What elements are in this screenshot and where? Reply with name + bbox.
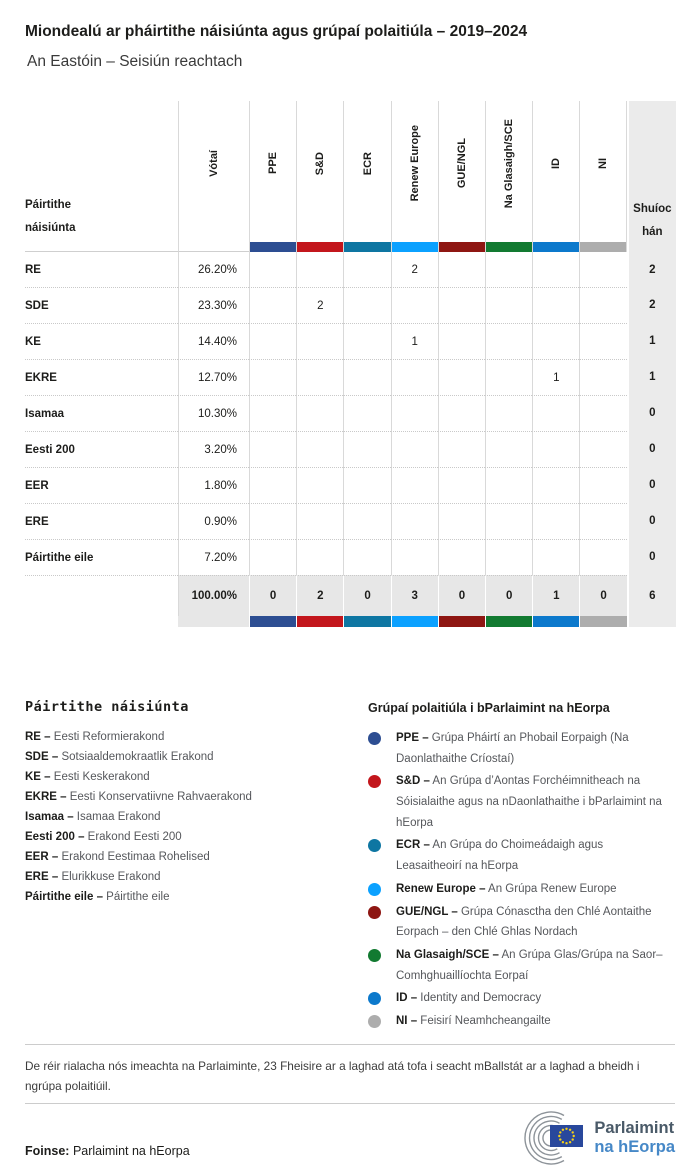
group-legend-label: PPE – bbox=[396, 732, 429, 744]
party-legend-desc: Eesti Keskerakond bbox=[50, 771, 150, 783]
seat-cell bbox=[532, 467, 579, 503]
seat-cell bbox=[391, 287, 438, 323]
table-row bbox=[25, 323, 676, 359]
total-seats-cell: 0 bbox=[627, 431, 676, 467]
column-header-group: ID bbox=[532, 101, 579, 252]
party-legend-label: EKRE – bbox=[25, 791, 67, 803]
party-legend-desc: Erakond Eesti 200 bbox=[84, 831, 182, 843]
seat-cell bbox=[343, 252, 390, 287]
seat-cell bbox=[343, 287, 390, 323]
table-colorbar-row bbox=[25, 616, 676, 627]
votes-cell: 1.80% bbox=[178, 467, 249, 503]
party-legend-desc: Erakond Eestimaa Rohelised bbox=[58, 851, 210, 863]
party-legend-desc: Elurikkuse Erakond bbox=[58, 871, 161, 883]
seat-cell bbox=[249, 467, 296, 503]
group-legend-text bbox=[396, 835, 668, 876]
seat-cell bbox=[438, 287, 485, 323]
divider bbox=[25, 1103, 675, 1104]
group-legend-text bbox=[396, 988, 668, 1009]
column-header-seats: Shuíochán bbox=[627, 101, 676, 252]
seat-cell bbox=[391, 431, 438, 467]
seat-total-cell: 0 bbox=[438, 575, 485, 616]
seat-cell bbox=[296, 539, 343, 575]
party-legend-label: Páirtithe eile – bbox=[25, 891, 103, 903]
group-color-bar bbox=[343, 616, 390, 627]
party-legend bbox=[25, 699, 368, 1034]
seat-cell bbox=[343, 359, 390, 395]
group-legend-items bbox=[368, 728, 668, 1032]
seat-cell bbox=[532, 503, 579, 539]
seat-cell bbox=[249, 395, 296, 431]
seat-total-cell: 0 bbox=[343, 575, 390, 616]
group-color-bar bbox=[296, 616, 343, 627]
seat-cell bbox=[296, 395, 343, 431]
party-cell: KE bbox=[25, 323, 178, 359]
group-color-bar bbox=[485, 616, 532, 627]
seat-cell bbox=[249, 287, 296, 323]
party-legend-desc: Sotsiaaldemokraatlik Erakond bbox=[58, 751, 214, 763]
party-legend-item bbox=[25, 811, 368, 823]
votes-cell bbox=[178, 616, 249, 627]
seat-cell bbox=[296, 431, 343, 467]
party-cell: ERE bbox=[25, 503, 178, 539]
column-header-group: S&D bbox=[296, 101, 343, 252]
seat-cell: 2 bbox=[391, 252, 438, 287]
seat-cell bbox=[485, 539, 532, 575]
group-color-dot bbox=[368, 883, 381, 896]
total-seats-cell: 1 bbox=[627, 359, 676, 395]
party-legend-desc: Eesti Reformierakond bbox=[50, 731, 165, 743]
seat-total-cell: 1 bbox=[532, 575, 579, 616]
votes-total-cell: 100.00% bbox=[178, 575, 249, 616]
seat-cell bbox=[579, 467, 626, 503]
total-seats-cell bbox=[627, 616, 676, 627]
seat-total-cell: 0 bbox=[579, 575, 626, 616]
group-legend-desc: Feisirí Neamhcheangailte bbox=[417, 1014, 551, 1027]
seat-cell bbox=[532, 431, 579, 467]
party-legend-item bbox=[25, 731, 368, 743]
logo-text bbox=[594, 1119, 675, 1156]
total-seats-cell: 1 bbox=[627, 323, 676, 359]
party-legend-item bbox=[25, 771, 368, 783]
seat-cell bbox=[391, 539, 438, 575]
party-legend-label: ERE – bbox=[25, 871, 59, 883]
group-legend-item bbox=[368, 728, 668, 769]
source bbox=[25, 1144, 190, 1158]
group-legend-item bbox=[368, 1011, 668, 1032]
column-header-parties: Páirtithe náisiúnta bbox=[25, 101, 178, 252]
group-legend-desc: Identity and Democracy bbox=[417, 992, 542, 1005]
seat-cell bbox=[579, 395, 626, 431]
seat-cell: 1 bbox=[391, 323, 438, 359]
seat-cell bbox=[249, 431, 296, 467]
group-color-bar bbox=[392, 242, 438, 252]
votes-cell: 10.30% bbox=[178, 395, 249, 431]
total-seats-cell: 2 bbox=[627, 287, 676, 323]
group-color-dot bbox=[368, 839, 381, 852]
group-legend-desc: An Grúpa do Choimeádaigh agus Leasaitheoirí na hEorpa bbox=[396, 839, 604, 873]
logo-line2: na hEorpa bbox=[594, 1137, 675, 1156]
seat-cell bbox=[579, 431, 626, 467]
group-color-dot bbox=[368, 1015, 381, 1028]
seat-cell: 2 bbox=[296, 287, 343, 323]
group-legend-desc: Grúpa Cónasctha den Chlé Aontaithe Eorpach – den Chlé Ghlas Nordach bbox=[396, 905, 652, 939]
seat-cell bbox=[532, 395, 579, 431]
group-color-bar bbox=[533, 242, 579, 252]
table-row bbox=[25, 287, 676, 323]
group-color-bar bbox=[297, 242, 343, 252]
seat-cell bbox=[391, 395, 438, 431]
seat-cell bbox=[391, 503, 438, 539]
party-legend-item bbox=[25, 751, 368, 763]
seat-cell bbox=[532, 287, 579, 323]
party-legend-items bbox=[25, 731, 368, 903]
votes-cell: 3.20% bbox=[178, 431, 249, 467]
seat-cell bbox=[249, 539, 296, 575]
votes-cell: 23.30% bbox=[178, 287, 249, 323]
group-legend-text bbox=[396, 1011, 668, 1032]
group-color-bar bbox=[250, 242, 296, 252]
party-legend-item bbox=[25, 791, 368, 803]
seat-cell bbox=[438, 395, 485, 431]
party-legend-desc: Eesti Konservatiivne Rahvaerakond bbox=[66, 791, 252, 803]
ep-hemicycle-icon bbox=[511, 1110, 585, 1166]
seat-cell bbox=[579, 359, 626, 395]
party-legend-label: RE – bbox=[25, 731, 51, 743]
party-cell: EER bbox=[25, 467, 178, 503]
seat-cell bbox=[438, 431, 485, 467]
group-legend-label: NI – bbox=[396, 1014, 418, 1027]
seat-cell bbox=[343, 431, 390, 467]
party-legend-item bbox=[25, 831, 368, 843]
seat-cell bbox=[343, 467, 390, 503]
column-header-group: GUE/NGL bbox=[438, 101, 485, 252]
total-seats-cell: 0 bbox=[627, 467, 676, 503]
table-row bbox=[25, 467, 676, 503]
table-header-row bbox=[25, 101, 676, 252]
seat-cell bbox=[391, 359, 438, 395]
logo-line1: Parlaimint bbox=[594, 1119, 675, 1138]
group-legend-title: Grúpaí polaitiúla i bParlaimint na hEorpa bbox=[368, 701, 610, 715]
party-legend-label: KE – bbox=[25, 771, 51, 783]
seat-cell bbox=[343, 503, 390, 539]
legends bbox=[25, 699, 675, 1034]
group-legend-text bbox=[396, 879, 668, 900]
group-legend bbox=[368, 699, 668, 1034]
group-legend-desc: An Grúpa d’Aontas Forchéimnitheach na Sóisialaithe agus na nDaonlathaithe i bParlaimint na hEorpa bbox=[396, 775, 662, 829]
party-legend-desc: Isamaa Erakond bbox=[73, 811, 161, 823]
group-color-dot bbox=[368, 949, 381, 962]
group-legend-label: S&D – bbox=[396, 775, 430, 788]
party-cell: EKRE bbox=[25, 359, 178, 395]
column-header-group: Renew Europe bbox=[391, 101, 438, 252]
party-cell bbox=[25, 616, 178, 627]
seat-cell bbox=[579, 539, 626, 575]
votes-cell: 12.70% bbox=[178, 359, 249, 395]
party-legend-label: SDE – bbox=[25, 751, 59, 763]
seat-cell bbox=[438, 359, 485, 395]
seat-cell bbox=[485, 252, 532, 287]
seat-total-cell: 3 bbox=[391, 575, 438, 616]
table-row bbox=[25, 539, 676, 575]
column-header-group: Na Glasaigh/SCE bbox=[485, 101, 532, 252]
party-legend-desc: Páirtithe eile bbox=[102, 891, 170, 903]
seat-cell bbox=[343, 539, 390, 575]
seat-cell bbox=[579, 252, 626, 287]
table-row bbox=[25, 252, 676, 287]
group-legend-desc: An Grúpa Renew Europe bbox=[485, 882, 617, 895]
group-color-dot bbox=[368, 775, 381, 788]
seat-cell bbox=[485, 467, 532, 503]
votes-cell: 0.90% bbox=[178, 503, 249, 539]
table-row bbox=[25, 431, 676, 467]
footnote: De réir rialacha nós imeachta na Parlaiminte, 23 Fheisire ar a laghad atá tofa i seacht mBallstát ar a laghad a bheidh i ngrúpa polaitiúil. bbox=[25, 1058, 640, 1093]
seat-cell bbox=[532, 252, 579, 287]
table-total-row bbox=[25, 575, 676, 616]
seat-cell bbox=[579, 323, 626, 359]
group-legend-text bbox=[396, 902, 668, 943]
seat-cell bbox=[579, 287, 626, 323]
party-legend-item bbox=[25, 891, 368, 903]
group-color-dot bbox=[368, 732, 381, 745]
column-header-votes: Vótaí bbox=[178, 101, 249, 252]
seat-cell bbox=[438, 503, 485, 539]
seat-cell bbox=[296, 467, 343, 503]
source-label: Foinse: bbox=[25, 1143, 70, 1158]
seat-cell bbox=[343, 323, 390, 359]
votes-cell: 7.20% bbox=[178, 539, 249, 575]
seat-cell bbox=[296, 359, 343, 395]
party-cell: SDE bbox=[25, 287, 178, 323]
party-legend-item bbox=[25, 851, 368, 863]
group-color-bar bbox=[344, 242, 390, 252]
seat-cell bbox=[438, 252, 485, 287]
seat-total-cell: 0 bbox=[249, 575, 296, 616]
seat-cell bbox=[296, 503, 343, 539]
group-legend-item bbox=[368, 835, 668, 876]
seat-cell bbox=[485, 431, 532, 467]
seat-cell bbox=[249, 323, 296, 359]
group-legend-label: ID – bbox=[396, 992, 418, 1005]
seat-cell bbox=[249, 503, 296, 539]
seat-cell bbox=[438, 467, 485, 503]
group-color-bar bbox=[532, 616, 579, 627]
party-cell: Isamaa bbox=[25, 395, 178, 431]
group-color-bar bbox=[438, 616, 485, 627]
table-row bbox=[25, 395, 676, 431]
group-legend-label: Na Glasaigh/SCE – bbox=[396, 948, 499, 961]
group-color-bar bbox=[579, 616, 626, 627]
party-legend-label: Isamaa – bbox=[25, 811, 74, 823]
table-row bbox=[25, 503, 676, 539]
seat-cell bbox=[485, 323, 532, 359]
party-cell: RE bbox=[25, 263, 41, 276]
group-legend-text bbox=[396, 771, 668, 833]
results-table bbox=[25, 101, 676, 627]
seat-total-cell: 2 bbox=[296, 575, 343, 616]
party-legend-label: Eesti 200 – bbox=[25, 831, 85, 843]
seat-cell bbox=[485, 503, 532, 539]
seat-cell bbox=[296, 252, 343, 287]
source-text: Parlaimint na hEorpa bbox=[72, 1143, 190, 1158]
group-legend-item bbox=[368, 988, 668, 1009]
seat-cell bbox=[296, 323, 343, 359]
total-seats-cell: 0 bbox=[627, 503, 676, 539]
page-subtitle: An Eastóin – Seisiún reachtach bbox=[27, 53, 243, 70]
seat-cell bbox=[343, 395, 390, 431]
total-seats-cell: 6 bbox=[627, 575, 676, 616]
footer bbox=[25, 1110, 675, 1166]
seat-cell bbox=[438, 323, 485, 359]
seat-cell bbox=[579, 503, 626, 539]
table-row bbox=[25, 359, 676, 395]
group-legend-desc: Grúpa Pháirtí an Phobail Eorpaigh (Na Daonlathaithe Críostaí) bbox=[396, 732, 629, 765]
seat-cell bbox=[485, 287, 532, 323]
party-legend-item bbox=[25, 871, 368, 883]
group-legend-item bbox=[368, 771, 668, 833]
seat-cell bbox=[485, 395, 532, 431]
group-color-bar bbox=[439, 242, 485, 252]
party-legend-label: EER – bbox=[25, 851, 59, 863]
party-cell: Páirtithe eile bbox=[25, 539, 178, 575]
seat-cell bbox=[532, 323, 579, 359]
total-seats-cell: 0 bbox=[627, 395, 676, 431]
votes-cell: 26.20% bbox=[178, 252, 249, 287]
seat-cell bbox=[391, 467, 438, 503]
total-seats-cell: 2 bbox=[627, 252, 676, 287]
seat-cell bbox=[249, 252, 296, 287]
group-legend-label: GUE/NGL – bbox=[396, 905, 458, 918]
group-legend-item bbox=[368, 879, 668, 900]
total-seats-cell: 0 bbox=[627, 539, 676, 575]
group-legend-desc: An Grúpa Glas/Grúpa na Saor–Comhghuaillíochta Eorpaí bbox=[396, 948, 663, 982]
column-header-group: ECR bbox=[343, 101, 390, 252]
group-color-dot bbox=[368, 906, 381, 919]
group-legend-text bbox=[396, 728, 668, 769]
seat-cell bbox=[532, 539, 579, 575]
group-color-bar bbox=[391, 616, 438, 627]
european-parliament-logo bbox=[511, 1110, 675, 1166]
group-legend-item bbox=[368, 902, 668, 943]
group-legend-label: ECR – bbox=[396, 839, 430, 852]
group-color-bar bbox=[580, 242, 625, 252]
page-title: Miondealú ar pháirtithe náisiúnta agus grúpaí polaitiúla – 2019–2024 bbox=[25, 23, 528, 40]
seat-cell bbox=[485, 359, 532, 395]
column-header-group: PPE bbox=[249, 101, 296, 252]
seat-cell bbox=[438, 539, 485, 575]
column-header-group: NI bbox=[579, 101, 626, 252]
group-color-bar bbox=[486, 242, 532, 252]
party-legend-title: Páirtithe náisiúnta bbox=[25, 699, 189, 715]
seat-cell: 1 bbox=[532, 359, 579, 395]
seat-cell bbox=[249, 359, 296, 395]
group-color-dot bbox=[368, 992, 381, 1005]
party-cell: Eesti 200 bbox=[25, 431, 178, 467]
party-cell bbox=[25, 575, 178, 616]
seat-total-cell: 0 bbox=[485, 575, 532, 616]
votes-cell: 14.40% bbox=[178, 323, 249, 359]
group-color-bar bbox=[249, 616, 296, 627]
group-legend-label: Renew Europe – bbox=[396, 882, 486, 895]
group-legend-text bbox=[396, 945, 668, 986]
divider bbox=[25, 1044, 675, 1045]
group-legend-item bbox=[368, 945, 668, 986]
